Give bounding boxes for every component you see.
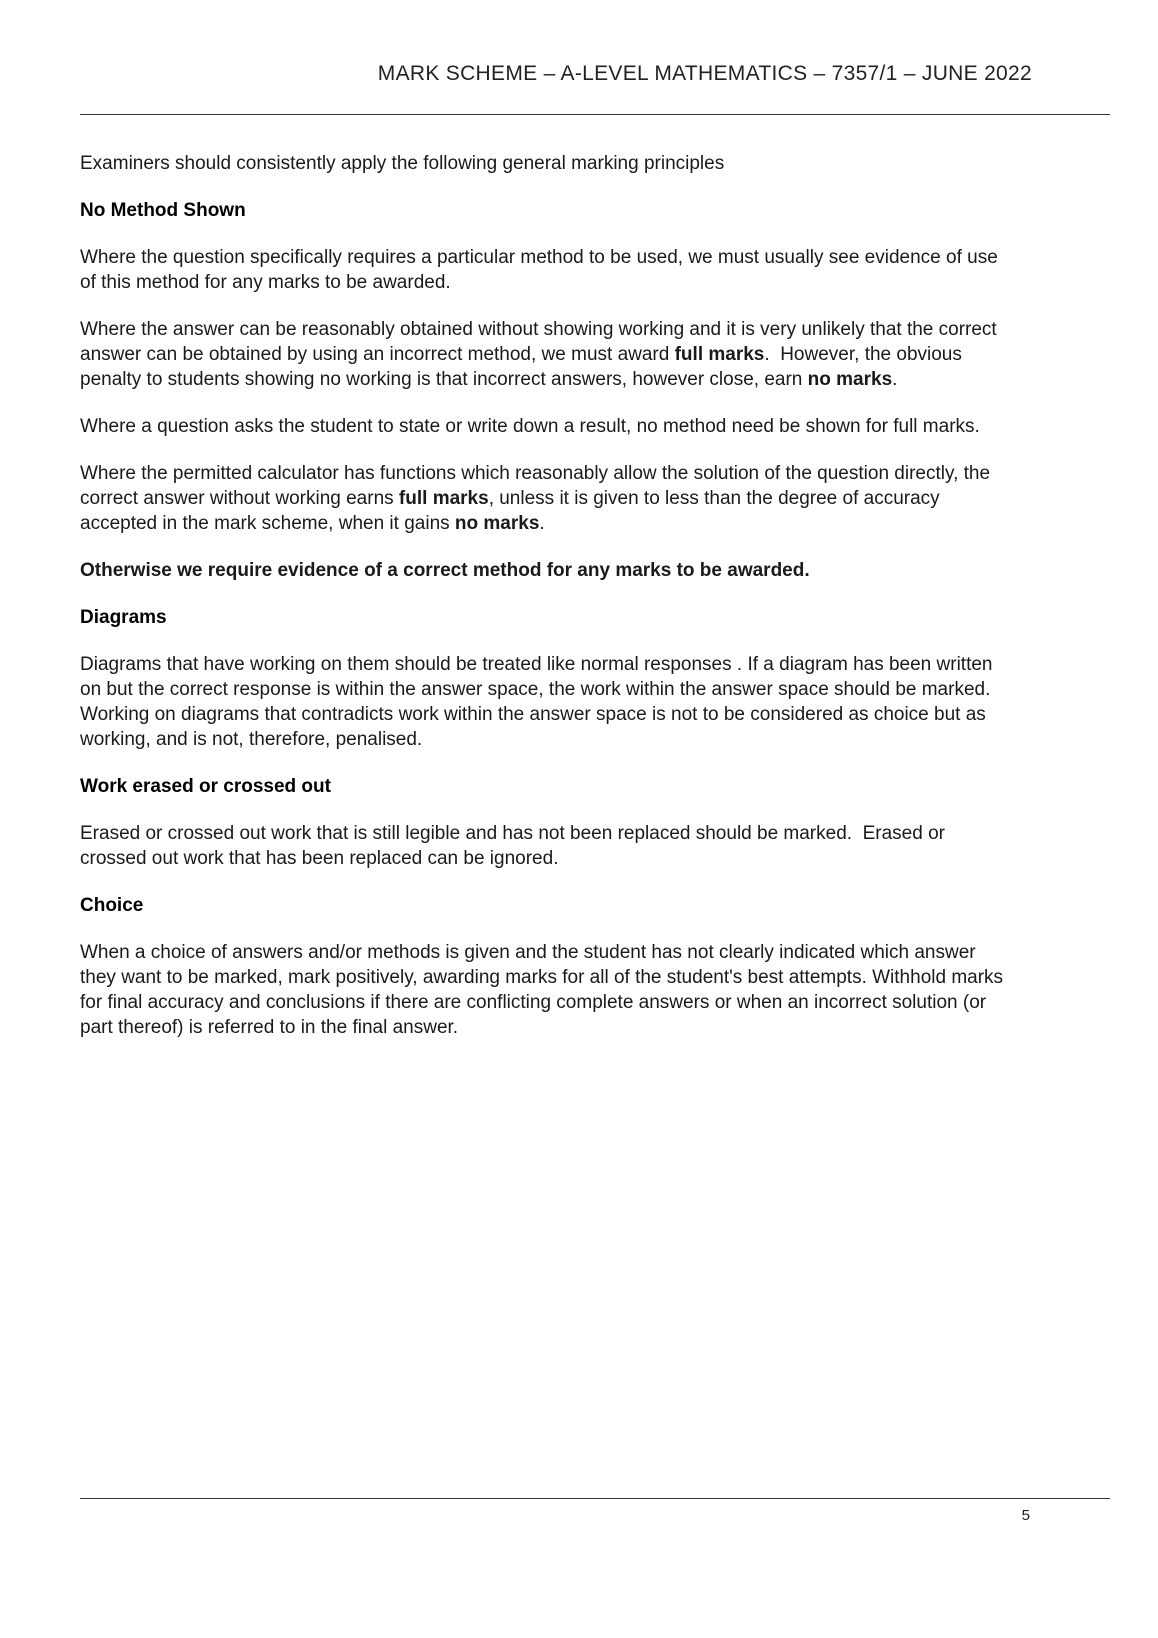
page-content	[80, 115, 1016, 1040]
text-run: Where the permitted calculator has functions which reasonably allow the solution of the question directly, the correct answer without working earns	[80, 463, 996, 509]
section-heading-no-method-shown: No Method Shown	[80, 200, 246, 221]
paragraph-answer-without-working	[80, 317, 1016, 392]
text-run-bold: no marks	[807, 369, 893, 390]
text-run: .	[892, 369, 898, 390]
paragraph-permitted-calculator	[80, 461, 1016, 536]
section-heading-diagrams: Diagrams	[80, 607, 167, 628]
paragraph-method-required: Where the question specifically requires a particular method to be used, we must usually see evidence of use of this method for any marks to be awarded.	[80, 247, 1004, 293]
text-run: Where the answer can be reasonably obtained without showing working and it is very unlikely that the correct answer can be obtained by using an incorrect method, we must award	[80, 319, 1002, 365]
section-heading-work-erased: Work erased or crossed out	[80, 776, 331, 797]
intro-text: Examiners should consistently apply the following general marking principles	[80, 153, 725, 174]
document-title: MARK SCHEME – A-LEVEL MATHEMATICS – 7357/1 – JUNE 2022	[377, 62, 1032, 85]
page-header	[80, 0, 1110, 115]
text-run-bold: full marks	[398, 488, 489, 509]
text-run-bold: full marks	[674, 344, 765, 365]
paragraph-work-erased: Erased or crossed out work that is still legible and has not been replaced should be marked. Erased or crossed out work that has been replaced can be ignored.	[80, 823, 951, 869]
text-run-bold: no marks	[454, 513, 540, 534]
paragraph-choice: When a choice of answers and/or methods is given and the student has not clearly indicated which answer they want to be marked, mark positively, awarding marks for all of the student's best attempts. Withhold marks for final accuracy and conclusions if there are conflicting complete answers or when an incorrect solution (or part thereof) is referred to in the final answer.	[80, 942, 1009, 1038]
page-number: 5	[1021, 1507, 1030, 1524]
text-run: . However, the obvious penalty to students showing no working is that incorrect answers, however close, earn	[80, 344, 968, 390]
page-footer	[80, 1498, 1110, 1524]
paragraph-state-or-write-down: Where a question asks the student to state or write down a result, no method need be shown for full marks.	[80, 416, 980, 437]
text-run: .	[539, 513, 545, 534]
paragraph-diagrams: Diagrams that have working on them should be treated like normal responses . If a diagram has been written on but the correct response is within the answer space, the work within the answer space should be marked. Working on diagrams that contradicts work within the answer space is not to be considered as choice but as working, and is not, therefore, penalised.	[80, 654, 1001, 750]
text-run: , unless it is given to less than the degree of accuracy accepted in the mark scheme, when it gains	[80, 488, 945, 534]
paragraph-otherwise-evidence-required: Otherwise we require evidence of a correct method for any marks to be awarded.	[80, 560, 810, 581]
section-heading-choice: Choice	[80, 895, 144, 916]
